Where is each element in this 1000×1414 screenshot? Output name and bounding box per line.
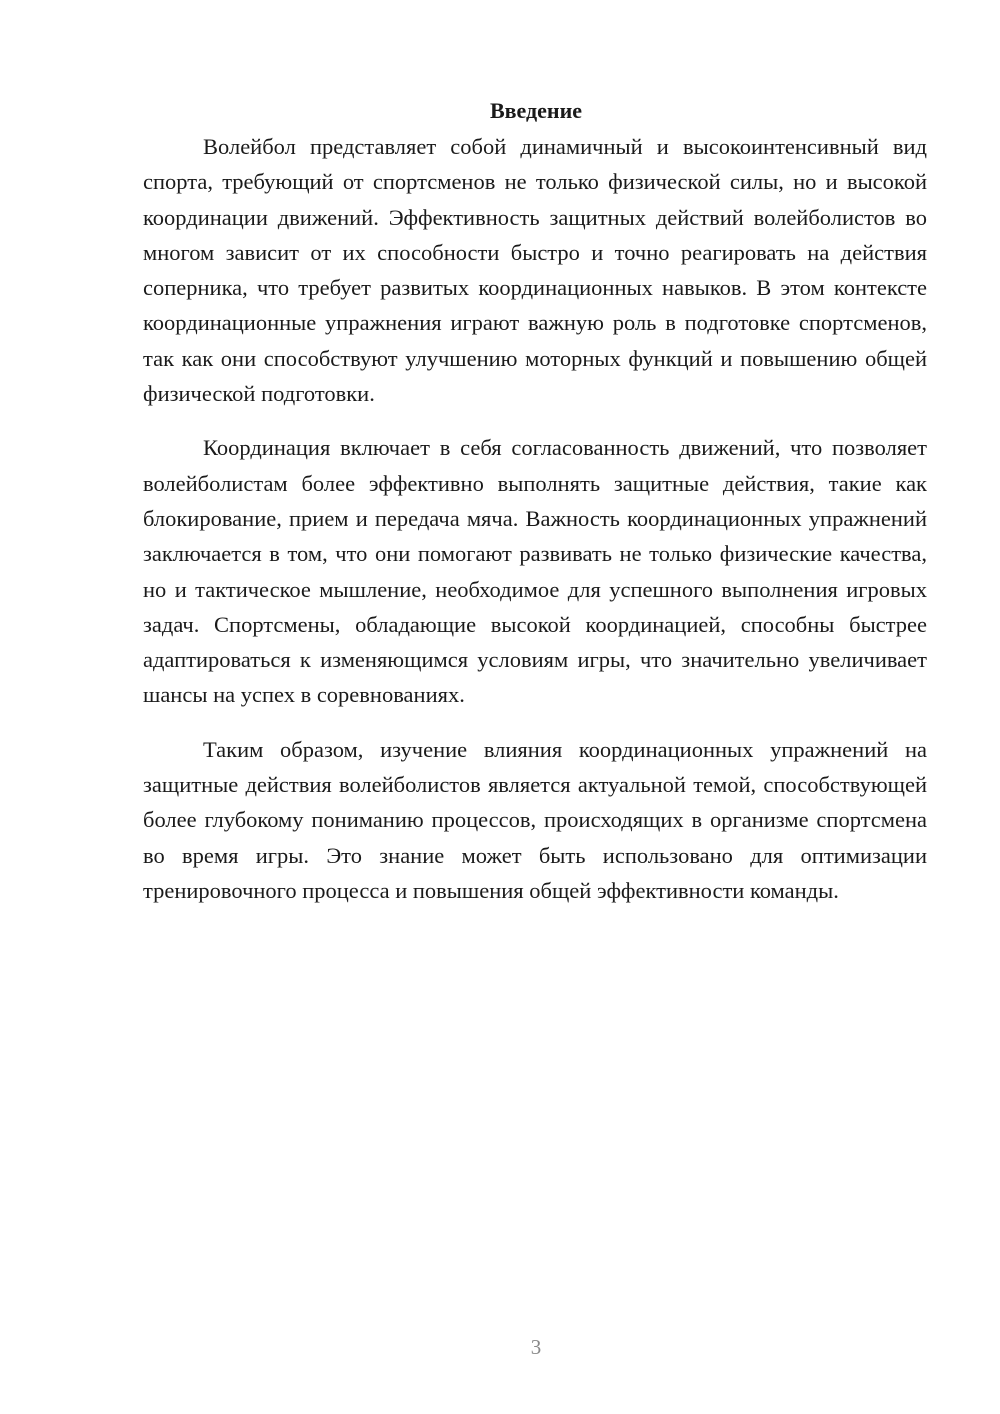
page-content	[143, 93, 927, 908]
section-heading: Введение	[489, 98, 583, 123]
page-number: 3	[530, 1335, 542, 1359]
paragraph-3: Таким образом, изучение влияния координационных упражнений на защитные действия волейболистов является актуальной темой, способствующей более глубокому пониманию процессов, происходящих в организме спортсмена во время игры. Это знание может быть использовано для оптимизации тренировочного процесса и повышения общей эффективности команды.	[143, 736, 927, 903]
paragraph-2: Координация включает в себя согласованность движений, что позволяет волейболистам более эффективно выполнять защитные действия, такие как блокирование, прием и передача мяча. Важность координационных упражнений заключается в том, что они помогают развивать не только физические качества, но и тактическое мышление, необходимое для успешного выполнения игровых задач. Спортсмены, обладающие высокой координацией, способны быстрее адаптироваться к изменяющимся условиям игры, что значительно увеличивает шансы на успех в соревнованиях.	[143, 435, 927, 708]
paragraph-1: Волейбол представляет собой динамичный и высокоинтенсивный вид спорта, требующий от спортсменов не только физической силы, но и высокой координации движений. Эффективность защитных действий волейболистов во многом зависит от их способности быстро и точно реагировать на действия соперника, что требует развитых координационных навыков. В этом контексте координационные упражнения играют важную роль в подготовке спортсменов, так как они способствуют улучшению моторных функций и повышению общей физической подготовки.	[143, 134, 927, 407]
